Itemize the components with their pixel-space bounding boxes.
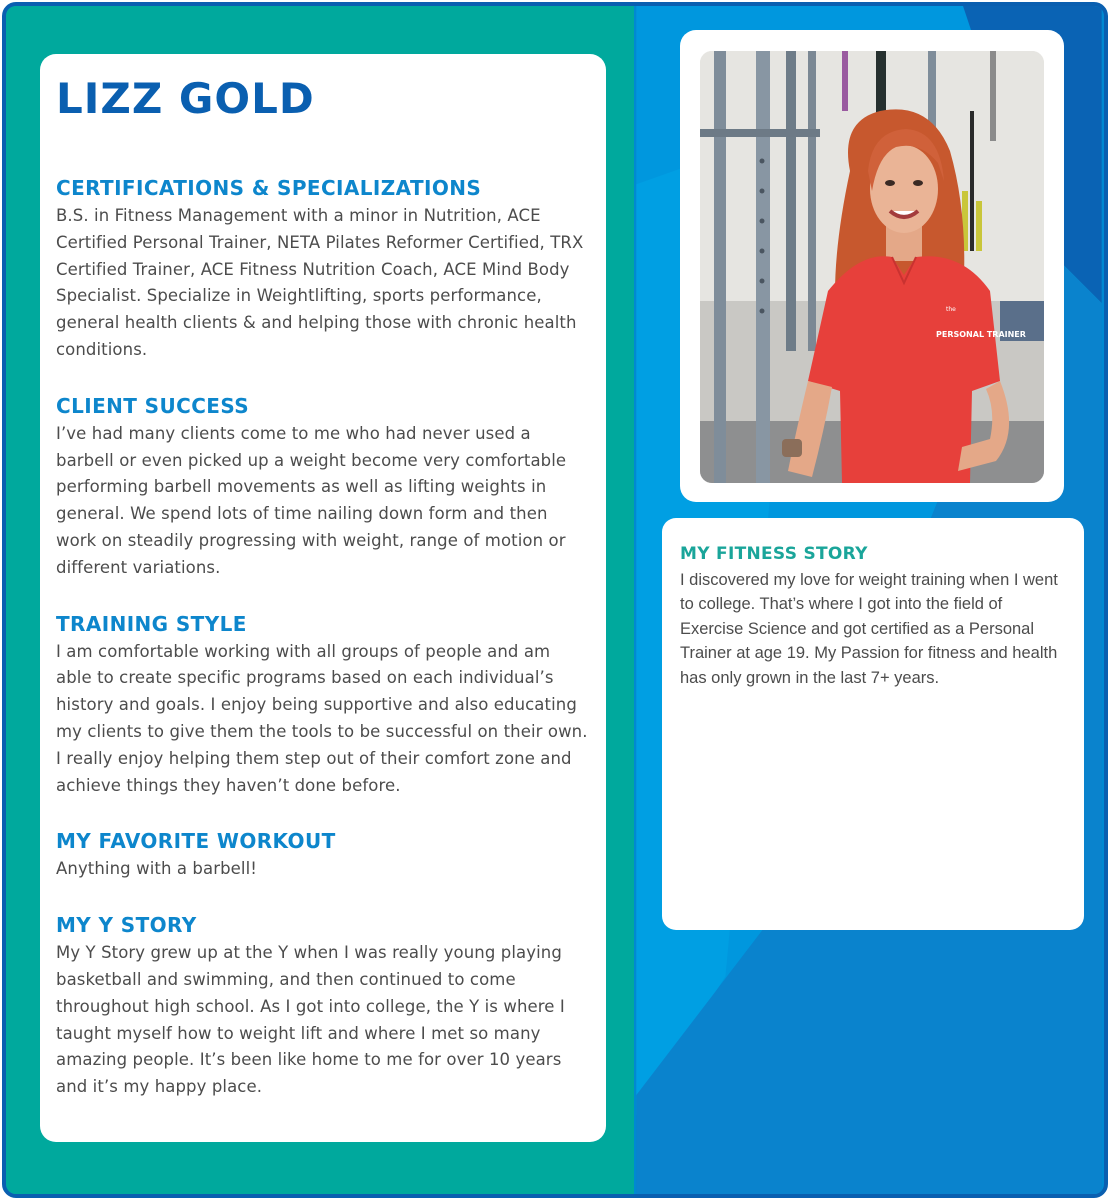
section-certifications (56, 176, 590, 364)
section-heading: TRAINING STYLE (56, 611, 247, 636)
fitness-story-text: I discovered my love for weight training when I went to college. That’s where I got into the field of Exercise Science and got certified as a Personal Trainer at age 19. My Passion for fitness and health has only grown in the last 7+ years. (680, 571, 1058, 687)
trainer-photo (700, 51, 1044, 483)
section-heading: CERTIFICATIONS & SPECIALIZATIONS (56, 176, 482, 200)
trainer-photo-illustration (700, 51, 1044, 483)
trainer-name: LIZZ GOLD (56, 74, 315, 123)
section-y-story (56, 913, 590, 1101)
section-text: B.S. in Fitness Management with a minor in Nutrition, ACE Certified Personal Trainer, NETA Pilates Reformer Certified, TRX Certified Trainer, ACE Fitness Nutrition Coach, ACE Mind Body Specialist. Specialize in Weightlifting, sports performance, general health clients & and helping those with chronic health conditions. (56, 206, 584, 359)
section-text: My Y Story grew up at the Y when I was really young playing basketball and swimming, and then continued to come throughout high school. As I got into college, the Y is where I taught myself how to weight lift and where I met so many amazing people. It’s been like home to me for over 10 years and it’s my happy place. (56, 943, 565, 1097)
section-client-success (56, 394, 590, 582)
section-text: I’ve had many clients come to me who had never used a barbell or even picked up a weight become very comfortable performing barbell movements as well as lifting weights in general. We spend lots of time nailing down form and then work on steadily progressing with weight, range of motion or different variations. (56, 423, 567, 577)
section-training-style (56, 612, 590, 800)
shirt-logo-text: the (946, 306, 956, 313)
bio-card (40, 54, 606, 1142)
section-heading: MY FAVORITE WORKOUT (56, 829, 336, 854)
section-heading: MY Y STORY (56, 913, 197, 938)
section-favorite-workout (56, 829, 590, 883)
section-heading: CLIENT SUCCESS (56, 393, 250, 418)
profile-frame (2, 2, 1108, 1198)
shirt-text: PERSONAL TRAINER (936, 330, 1026, 339)
fitness-story-heading: MY FITNESS STORY (680, 544, 868, 564)
section-text: Anything with a barbell! (56, 859, 257, 879)
section-text: I am comfortable working with all groups of people and am able to create specific programs based on each individual’s history and goals. I enjoy being supportive and also educating my clients to give them the tools to be successful on their own. I really enjoy helping them step out of their comfort zone and achieve things they haven’t done before. (56, 641, 588, 795)
photo-card (680, 30, 1064, 502)
fitness-story-card (662, 518, 1084, 930)
